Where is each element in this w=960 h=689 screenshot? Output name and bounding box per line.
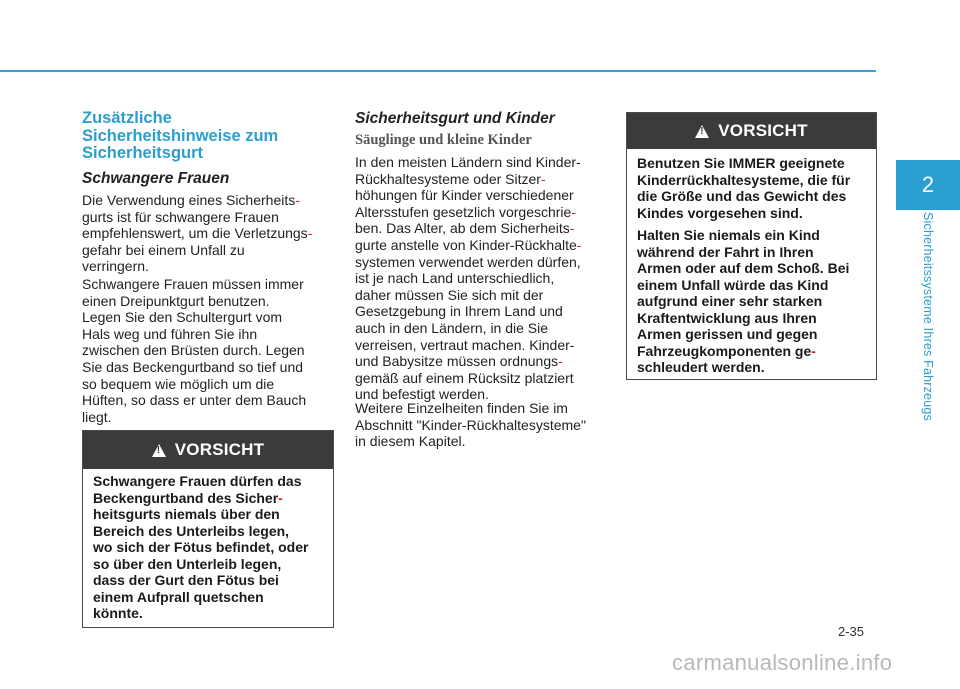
pregnant-paragraph-2: Schwangere Frauen müssen immer einen Dreipunktgurt benutzen. Legen Sie den Schultergurt vom Hals weg und führen Sie ihn zwischen den Brüsten durch. Legen Sie das Beckengurtband so tief und so bequem wie möglich um die Hüften, so dass er unter dem Bauch liegt. xyxy=(82,276,307,425)
caution-header: ! VORSICHT xyxy=(83,431,333,469)
top-rule xyxy=(0,70,876,72)
chapter-number: 2 xyxy=(921,172,935,197)
caution-box-children xyxy=(626,112,877,380)
children-paragraph-1: In den meisten Ländern sind Kinder- Rückhaltesysteme oder Sitzer- höhungen für Kinder verschiedener Altersstufen gesetzlich vorgeschrie- ben. Das Alter, ab dem Sicherheits- gurte anstelle von Kinder-Rückhalte- systemen verwendet werden dürfen, ist je nach Land unterschiedlich, daher müssen Sie sich mit der Gesetzgebung in Ihrem Land und auch in den Ländern, in die Sie verreisen, vertraut machen. Kinder- und Babysitze müssen ordnungs- gemäß auf einem Rücksitz platziert und befestigt werden. xyxy=(355,154,582,403)
chapter-title-vertical: Sicherheitssysteme Ihres Fahrzeugs xyxy=(921,212,935,421)
caution-box-pregnant xyxy=(82,430,334,628)
pregnant-heading: Schwangere Frauen xyxy=(82,170,230,187)
pregnant-paragraph-1: Die Verwendung eines Sicherheits- gurts ist für schwangere Frauen empfehlenswert, um die Verletzungs- gefahr bei einem Unfall zu verringern. xyxy=(82,192,313,275)
children-paragraph-2: Weitere Einzelheiten finden Sie im Abschnitt "Kinder-Rückhaltesysteme" in diesem Kapitel. xyxy=(355,400,586,450)
watermark: carmanualsonline.info xyxy=(672,650,893,675)
caution-text: Schwangere Frauen dürfen das Beckengurtband des Sicher- heitsgurts niemals über den Bereich des Unterleibs legen, wo sich der Fötus befindet, oder so über den Unterleib legen, dass der Gurt den Fötus bei einem Aufprall quetschen könnte. xyxy=(93,473,309,621)
warning-triangle-icon xyxy=(152,444,166,457)
chapter-tab xyxy=(896,160,960,210)
caution-header: ! VORSICHT xyxy=(627,113,876,149)
children-heading: Sicherheitsgurt und Kinder xyxy=(355,110,555,127)
warning-triangle-icon xyxy=(695,125,709,138)
page-number: 2-35 xyxy=(838,624,865,639)
section-title: Zusätzliche Sicherheitshinweise zum Sicherheitsgurt xyxy=(82,109,279,162)
caution-text: Benutzen Sie IMMER geeignete Kinderrückhaltesysteme, die für die Größe und das Gewicht des Kindes vorgesehen sind. Halten Sie niemals ein Kind während der Fahrt in Ihren Armen oder auf dem Schoß. Bei einem Unfall würde das Kind aufgrund einer sehr starken Kraftentwicklung aus Ihren Armen gerissen und gegen Fahrzeugkomponenten ge- schleudert werden. xyxy=(637,155,851,375)
children-subheading: Säuglinge und kleine Kinder xyxy=(355,132,532,148)
